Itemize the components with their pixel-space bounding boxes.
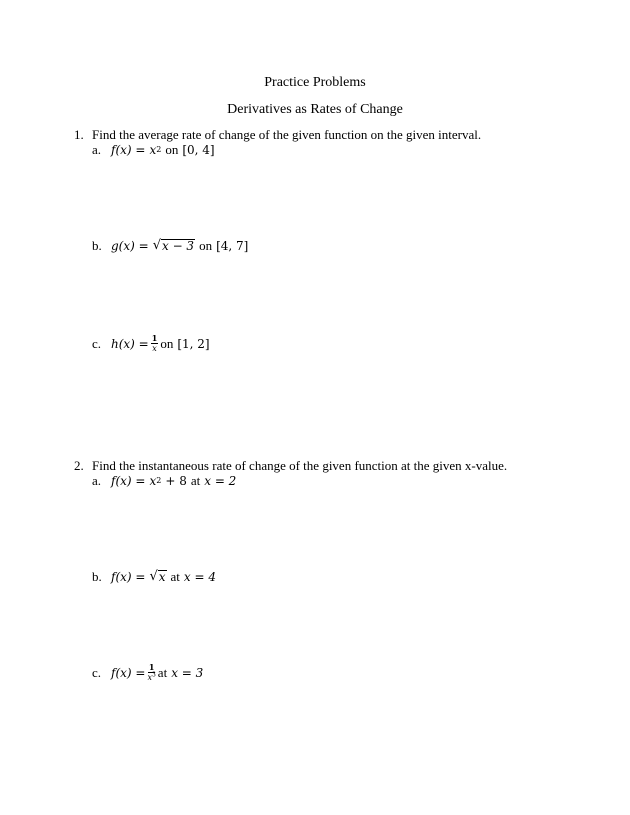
radical-sign-icon: √ [152,237,161,253]
function-lhs: f(x) = [111,570,146,584]
function-rest: + 8 [165,474,187,488]
question-2-part-b [92,569,216,585]
square-root [153,239,195,254]
question-1-part-a: a. f(x) = x 2 on [0, 4] [92,142,215,157]
page-subtitle: Derivatives as Rates of Change [227,102,403,117]
part-label: b. [92,238,102,253]
denominator-wrap [147,673,155,682]
point: x = 3 [171,665,204,680]
fraction [151,334,159,353]
denominator-exponent: 3 [151,671,156,679]
part-label: a. [92,142,102,157]
part-label: b. [92,569,102,584]
part-label: c. [92,335,102,351]
question-2-part-c [92,663,203,682]
numerator: 1 [148,662,155,672]
connector-text: on [160,335,174,351]
denominator: x [152,344,157,353]
interval: [0, 4] [182,143,215,157]
interval: [1, 2] [177,336,210,351]
question-prompt: Find the instantaneous rate of change of the given function at the given x-value. [92,458,508,473]
part-label: c. [92,664,102,680]
question-1-part-c [92,334,210,353]
connector-text: on [165,142,179,157]
connector-text: at [157,664,168,680]
radicand: x [158,569,166,584]
question-number: 2. [74,458,84,473]
connector-text: at [190,473,201,488]
radical-sign-icon: √ [149,568,158,584]
function-base: x [149,474,157,488]
question-2-part-a: a. f(x) = x 2 + 8 at x = 2 [92,473,237,488]
fraction [147,663,155,682]
function-lhs: f(x) = [111,474,146,488]
page-title: Practice Problems [264,75,366,90]
function-lhs: f(x) = [111,665,146,680]
question-1-part-b [92,238,248,254]
question-number: 1. [74,127,84,142]
numerator: 1 [151,333,158,343]
denominator: x [147,673,152,682]
point: x = 4 [183,570,217,584]
radicand: x − 3 [161,238,195,253]
question-1 [74,127,481,143]
function-base: x [149,143,157,157]
interval: [4, 7] [216,239,249,253]
function-lhs: h(x) = [111,336,149,351]
part-label: a. [92,473,102,488]
question-2 [74,458,507,474]
point: x = 2 [204,474,237,488]
question-prompt: Find the average rate of change of the given function on the given interval. [92,127,482,142]
square-root [149,570,166,585]
connector-text: on [199,238,213,253]
connector-text: at [170,569,180,584]
function-lhs: f(x) = [111,143,146,157]
function-lhs: g(x) = [111,239,149,253]
